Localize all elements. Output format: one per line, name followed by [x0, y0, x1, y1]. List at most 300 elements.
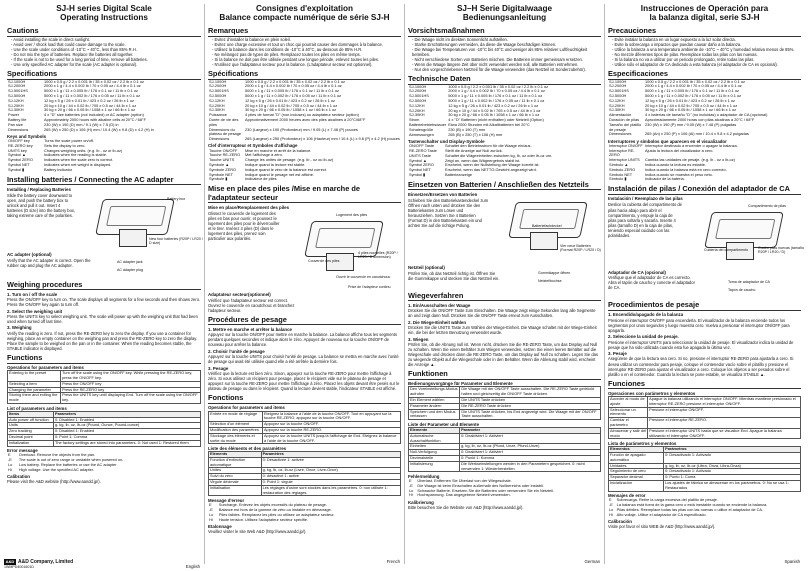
ac-plug-label: Prise de l'adapteur continu: [348, 284, 391, 289]
row-value: 5000 x 1 g / 11 x 0.002 lb / 176 x 0.05 oz / 11 lb x 0.1 oz: [44, 92, 141, 98]
list-item: - Avoid over / shock load that could cause damage to the scale.: [11, 42, 201, 47]
row-label: Función de apagado automático: [609, 452, 664, 463]
row-label: SJ-30KH: [609, 107, 625, 113]
row-value: 2000 x 1 g / 4.4 x 0.002 lb / 70 x 0.05 oz / 4.4 lb x 0.1 oz: [44, 83, 141, 89]
row-label: SJ-5000H: [609, 92, 627, 98]
row-value: Interruptor destinado a encender o apagar la balanza.: [645, 142, 738, 148]
row-value: Sobrecarga. Retire la carga excesiva del platillo de pesaje.: [616, 497, 718, 503]
row-value: 1000 x 0.5 g / 2.2 x 0.001 lb / 35 x 0.02 oz / 2.2 lb x 0.1 oz: [448, 83, 549, 89]
row-value: 5000 x 1 g / 11 x 0.002 lb / 176 x 0.05 oz / 11 lb x 0.1 oz: [645, 92, 742, 98]
procedure-step-title: 1. Ein/Ausschalten der Waage: [408, 302, 471, 308]
row-label: Symbol NET: [409, 167, 431, 173]
ops-table: [208, 411, 401, 445]
row-label: Fonction d'extinction automatique: [209, 457, 262, 468]
procedure-step-title: 3. Wiegen: [408, 336, 429, 342]
row-label: Tamaño del platillo de pesaje: [609, 121, 642, 132]
row-value: Apague la balanza utilizando el interruptor ON/OFF. Mientras mantiene presionado el interruptor RE-ZERO presione el interruptor ON/OFF.: [648, 397, 801, 408]
row-label: ON/OFF key: [8, 138, 30, 144]
row-value: 265 (Largeur) x 250 (Profondeur) x 106 (Hauteur) mm / 10.4 (L) x 9.8 (P) x 4.2 (H) pouces: [245, 136, 400, 142]
row-label: SJ-5000H: [8, 92, 26, 98]
procedures: [208, 327, 401, 391]
row-value: 0: Punkt 1: Komma: [460, 455, 601, 461]
row-value: Etwa 2000 Stunden mit Alkalibatterien bei 20°C: [448, 122, 530, 128]
row-label: SJ-5000H: [409, 98, 427, 104]
row-label: Pan size: [8, 121, 23, 127]
procedure-step-title: 2. Choisir l'unité de pesage: [208, 348, 265, 354]
row-label: Dimensions du plateau de pesage: [209, 126, 242, 137]
row-value: Los ajustes de fábrica se almacenan en los parámetros. 0: No se usa 1: Restaurados: [664, 480, 801, 491]
row-value: Indica cuando la balanza está en cero correcto.: [645, 166, 727, 172]
row-value: Pilas débiles. Reemplace todas las pilas con las nuevas o utilice el adaptador de CA.: [616, 506, 764, 512]
row-value: g, kg, lb, oz, lb-oz (Pound, Ounce, Pound-ounce): [53, 423, 200, 429]
row-label: Alimentación: [609, 112, 632, 118]
procedure-step-text: Drücken Sie die ON/OFF Taste zum Einschalten. Die Waage zeigt einige Sekunden lang alle Segmente an und zeigt dann Null. Drücken Sie die ON/OFF Taste erneut zum Ausschalten.: [408, 308, 596, 319]
row-label: Símbolo ▲: [609, 162, 629, 168]
row-value: 12 kg x 5 g / 26 x 0.01 lb / 423 x 0.2 oz / 26 lb x 1 oz: [245, 97, 335, 103]
install-heading: Einsetzen von Batterien / Anschließen des Netzteils: [408, 181, 601, 191]
row-label: Seguimiento de cero: [609, 469, 664, 475]
error-table: [208, 503, 401, 522]
row-value: 0: Deaktiviert 1: Aktiviert: [460, 450, 601, 456]
calibration-text: Please visit the A&D website (http://www.aandd.jp/).: [7, 479, 101, 485]
row-label: E: [8, 452, 11, 458]
row-label: Lo: [609, 506, 614, 512]
list-item: - Evitez d'installer la balance en plein soleil.: [212, 37, 401, 42]
row-label: Symbole ▮: [209, 176, 228, 182]
row-label: Hi: [409, 492, 413, 498]
row-label: RE-ZERO key: [8, 142, 33, 148]
row-value: Changes weighing units. (e.g. lb - oz or lb-oz): [44, 147, 123, 153]
row-value: The scale is out of zero range or unstable when powered on.: [18, 457, 124, 463]
row-label: RE-ZERO Taste: [409, 147, 437, 153]
new-batteries-label: New four batteries (R20P / LR20 / D size): [149, 236, 203, 245]
list-item: - Utilice la balanza a una temperatura ambiente de -10°C ~ 40°C y humedad relativa menos de 85%.: [612, 47, 801, 52]
row-value: 5000 x 1 g / 11 x 0.005 lb / 176 x 0.1 oz / 11 lb x 0.1 oz: [645, 88, 739, 94]
row-label: Touche ON/OFF: [209, 147, 238, 153]
page-footer: [4, 559, 804, 569]
row-label: Symbol ZERO: [409, 162, 434, 168]
row-label: Interruptor RE-ZERO: [609, 147, 635, 158]
row-value: Surcharge. Enlevez les objets excessifs du plateau de pesage.: [218, 502, 327, 508]
row-value: 12 kg x 5 g / 26 x 0.01 lb / 423 x 0.2 oz / 26 lb x 1 oz: [44, 97, 134, 103]
table-row: [409, 433, 601, 444]
params-subheading: List of parameters and items: [7, 405, 67, 411]
row-label: Símbolo ▮: [609, 176, 627, 182]
row-value: 1000 x 0.5 g / 2.2 x 0.001 lb / 35 x 0.02 oz / 2.2 lb x 0.1 oz: [44, 78, 144, 84]
row-label: SJ-1000H: [609, 78, 627, 84]
specifications-heading: Specifications: [7, 70, 201, 80]
row-value: Sets the display to zero.: [44, 142, 86, 148]
row-value: Indique quand le zéro de la balance est correct.: [245, 166, 327, 172]
row-label: Hi: [8, 466, 12, 472]
row-label: SJ-2000H: [609, 83, 627, 89]
row-label: Symbole ZERO: [209, 166, 237, 172]
row-label: SJ-12KH: [609, 97, 625, 103]
list-item: - Avoid installing the scale in direct sunlight.: [11, 37, 201, 42]
row-value: Batterieanzeige: [445, 171, 473, 177]
install-subheading: Installing / Replacing Batteries: [7, 186, 71, 192]
row-label: SJ-30KH: [209, 107, 225, 113]
row-value: Indique quand le pesage net est affiché.: [245, 171, 314, 177]
row-value: Appuyez sur la touche UNITS jusqu'à l'affichage de End. Eteignez la balance à l'aide de la touche ON/OFF.: [262, 433, 400, 444]
list-item: - Die Waage bei Temperaturen von -10°C bis 40°C und weniger als 85% relativer Luftfeuchtigkeit betreiben.: [412, 47, 601, 57]
functions-heading: Funktionen: [408, 370, 601, 380]
row-value: g, kg, lb, oz, lb-oz (Pfund, Unze, Pfund-Unze): [460, 444, 601, 450]
procedure-step-title: 2. Seleccione la unidad de pesaje.: [608, 334, 679, 340]
procedures: [608, 312, 801, 376]
table-row: [208, 518, 401, 523]
table-row: [609, 397, 801, 408]
title-line-1: SJ-H series Digital Scale: [56, 4, 152, 13]
column-header: Elementos: [609, 447, 664, 453]
title-line-1: Consignes d'exploitation: [255, 4, 354, 13]
keys-heading: Tastenschalter und Display-Symbole: [408, 138, 485, 144]
row-value: 5000 x 1 g / 11 x 0.005 lb / 176 x 0.1 oz / 11 lb x 0.1 oz: [448, 93, 543, 99]
list-item: - Si la balance ne doit pas être utilisée pendant une longue période, enlevez toutes les piles.: [212, 57, 401, 62]
procedure-step-title: 3. Weighing: [7, 325, 32, 331]
row-value: 0: désactivé 1: activé: [261, 474, 400, 480]
row-value: 30 kg x 20 g / 66 x 0.05 lb / 1058 x 1 oz / 66 lb x 1 oz: [448, 112, 540, 118]
row-value: 4 piles de format "D" (non incluses) ou adaptateur secteur (option): [245, 112, 359, 118]
procedure-step-text: Appuyez sur la touche ON/OFF pour mettre en marche la balance. La balance affiche tous les segments pendant quelques secondes et indique alors le zéro. Appuyez de nouveau sur la touche ON/OFF de nouveau pour arrêter la balance.: [208, 332, 398, 348]
battery-figure: [208, 211, 401, 291]
row-label: Separador decimal: [609, 475, 664, 481]
list-item: - Evite la sobrecarga o impactos que puedan causar daño a la balanza.: [612, 42, 801, 47]
row-value: Turns the scale power on/off.: [44, 138, 94, 144]
ac-text: Verifique que el adaptador de CA es correcto. Abra el tapón de caucho y conecte el adaptador de CA.: [608, 275, 695, 291]
row-label: Símbolo ZERO: [609, 166, 636, 172]
cautions-list: [408, 37, 601, 73]
row-value: 230 (B) x 190 (T) mm: [448, 126, 486, 132]
row-value: Indicates when the reading is stable.: [44, 152, 107, 158]
list-item: - Use only specified AC adapter for the scale (AC adapter is optional).: [11, 62, 201, 67]
row-label: Unidades: [609, 463, 664, 469]
error-heading: Mensajes de error: [608, 493, 646, 498]
list-item: - If the scale is not to be used for a long period of time, remove all batteries.: [11, 57, 201, 62]
procedure-step-title: 1. Encendido/apagado de la balanza: [608, 312, 684, 318]
row-label: Lo: [8, 461, 13, 467]
row-label: SJ-5001HS: [609, 88, 629, 94]
install-heading: Installing batteries / Connecting the AC adapter: [7, 176, 201, 186]
row-label: SJ-5001HS: [8, 88, 28, 94]
functions-heading: Funciones: [608, 380, 801, 390]
table-row: [408, 173, 601, 178]
row-label: Seleccionar un elemento: [609, 407, 648, 418]
new-batteries-label: Cuatro pilas nuevas (tamaño R20P / LR20 / D): [758, 246, 804, 255]
keys-table: [608, 144, 801, 182]
row-label: SJ-20KH: [209, 102, 225, 108]
row-label: Units: [8, 423, 54, 429]
row-value: Schaltet die Wägeeinheiten zwischen kg, lb, oz oder lb-oz um.: [445, 152, 553, 158]
company-block: [4, 559, 77, 569]
functions-heading: Functions: [7, 354, 201, 364]
row-value: La balanza está fuera de la gama cero o está inestable cuando se enciende la balanza.: [616, 502, 768, 507]
row-value: Überlast. Entfernen Sie Überlast von der Wiegeschale.: [417, 478, 512, 484]
row-label: Symbol ▮: [8, 166, 25, 172]
list-item: - No mezcle diferentes tipos de pilas. Reemplace todas las pilas con las nuevas.: [612, 52, 801, 57]
ac-subheading: Adaptador de CA (opcional): [608, 269, 666, 275]
row-label: Entrée en mode de réglage: [209, 411, 263, 422]
row-value: Indicador de la batería.: [645, 176, 685, 182]
row-label: SJ-30KH: [409, 112, 425, 118]
row-value: Schaltet den Betriebsstrom für die Waage ein/aus.: [445, 143, 532, 149]
row-value: Battery indicator: [44, 166, 73, 172]
procedure-step-title: 2. Die Wiege-Einheit wählen: [408, 319, 467, 325]
row-value: 20 kg x 10 g / 44 x 0.02 lb / 705 x 0.5 oz / 44 lb x 1 oz: [448, 107, 541, 113]
row-label: Storing them and exiting the mode: [8, 393, 61, 404]
specifications-table: [7, 80, 201, 133]
row-label: Touche UNITS: [209, 157, 235, 163]
ac-jack-label: AC adapter jack: [117, 259, 143, 264]
calibration-heading: Kalibrierung: [408, 499, 434, 505]
row-value: Presione el interruptor RE-ZERO.: [648, 418, 801, 429]
row-value: g, kg, lb, oz, lb-oz (Libra, Onza, Libra-Onza): [664, 463, 801, 469]
title-line-2: la balanza digital, serie SJ-H: [649, 13, 760, 22]
error-table: [7, 453, 201, 472]
table-row: [408, 133, 601, 138]
title-line-1: SJ–H Serie Digitalwaage: [456, 4, 553, 13]
functions-heading: Fonctions: [208, 394, 401, 404]
install-heading: Instalación de pilas / Conexión del adaptador de CA: [608, 185, 801, 195]
row-value: 2000 x 1 g / 4.4 x 0.002 lb / 70 x 0.05 oz / 4.4 lb x 0.1 oz: [645, 83, 742, 89]
row-label: UNITS Taste: [409, 152, 431, 158]
specifications-table: [208, 80, 401, 142]
battery-cover-label: Cubierta del compartimento: [704, 248, 749, 253]
row-label: Parameter ändern: [409, 403, 460, 409]
row-label: Power: [8, 112, 20, 118]
row-label: SJ-12KH: [209, 97, 225, 103]
row-label: Modification des paramètres: [209, 427, 263, 433]
row-label: Almacenar y salir del modo: [610, 427, 647, 438]
list-item: - Utilice sólo el adaptador de CA dedicado a esta balanza (el adaptador de CA es opcional).: [612, 62, 801, 67]
row-value: Indicates when the scale zero is correct.: [44, 157, 114, 163]
language-english: English: [185, 564, 200, 569]
row-value: 1000 x 0.5 g / 2.2 x 0.001 lb / 35 x 0.02 oz / 2.2 lb x 0.1 oz: [245, 78, 345, 84]
row-value: 5000 x 1 g / 11 x 0.005 lb / 176 x 0.1 oz / 11 lb x 0.1 oz: [245, 88, 339, 94]
row-value: Die Waage mit der ON/OFF Taste ausschalten. Die RE-ZERO Taste gedrückt halten und gleichzeitig die ON/OFF Taste drücken.: [460, 387, 601, 398]
row-value: Zeigt an, wenn das Wägeergebnis stabil ist.: [445, 157, 521, 163]
table-row: [409, 409, 601, 420]
error-heading: Error message: [7, 448, 38, 454]
row-value: 0: Point 1: Comma: [53, 434, 200, 440]
ac-subheading: AC adapter (optional): [7, 252, 52, 258]
keys-heading: Keys and Symbols: [7, 133, 47, 139]
row-value: 265 (W) x 250 (D) x 106 (H) mm / 10.4 (W) x 9.8 (D) x 4.2 (H) in: [44, 126, 154, 132]
row-value: Stellt die Anzeige auf Null zurück.: [445, 147, 503, 153]
table-row: [608, 132, 801, 137]
column-header: Parameter: [460, 427, 601, 433]
row-label: SJ-2000H: [409, 88, 427, 94]
ops-subheading: Bedienungsvorgänge für Parameter und Elemente: [408, 381, 513, 387]
row-label: -E: [209, 506, 213, 512]
row-label: Dimensions: [209, 136, 230, 142]
row-value: 4 x "D" size batteries (not included) or AC adapter (option): [44, 112, 144, 118]
table-row: [609, 452, 801, 463]
french-column: [204, 4, 404, 564]
cautions-heading: Precauciones: [608, 27, 801, 37]
row-value: Die UNITS Taste drücken: [460, 398, 601, 404]
row-value: Die Waage ist beim Einschalten außerhalb des Nullbereichs oder instabil.: [417, 482, 544, 488]
title-line-2: Balance compacte numérique de série SJ-H: [219, 13, 390, 22]
row-value: Erscheint, wenn der Nullstellung der Waage korrekt ist.: [445, 162, 540, 168]
row-label: SJ-20KH: [609, 102, 625, 108]
column-header: Elemente: [409, 427, 460, 433]
row-value: Met l'affichage à zéro.: [245, 152, 283, 158]
title-line-2: Operating Instructions: [60, 13, 148, 22]
list-item: - Evite instalar la balanza en un lugar expuesto a la luz solar directa.: [612, 37, 801, 42]
row-label: SJ-1000H: [209, 78, 227, 84]
row-value: 0: Desactivado 1: Activado: [664, 469, 801, 475]
row-label: Den Voreinstellungs-Modus aufrufen: [409, 387, 460, 398]
procedures-heading: Procedimientos de pesaje: [608, 301, 801, 311]
list-item: - Die Waage nicht im direkten Sonnenlicht aufstellen.: [412, 37, 601, 42]
specifications-table: [608, 80, 801, 138]
document-code: 1WMPD4001601D: [4, 565, 34, 569]
row-label: Dimensions: [8, 126, 29, 132]
list-item: - Ne mélangez pas de types de piles. Remplacez toutes les piles en même temps.: [212, 52, 401, 57]
row-label: Stockage des éléments et sortie du mode: [209, 433, 263, 444]
language-spanish: Spanish: [784, 559, 800, 564]
table-row: [208, 177, 401, 182]
new-batteries-label: Vier neue Batterien (Format R20P / LR20 / D): [560, 243, 601, 252]
column-header: Parameters: [53, 411, 200, 417]
row-value: Haute tension. Utilisez l'adaptateur secteur spécifié.: [218, 516, 309, 522]
row-label: Symbol ▲: [8, 152, 26, 158]
list-item: - Si la balanza no va a utilizar por un periodo prolongado, retire todas las pilas.: [612, 57, 801, 62]
row-value: 5000 x 1 g / 11 x 0.002 lb / 176 x 0.05 oz / 11 lb x 0.1 oz: [448, 98, 545, 104]
row-label: -E: [409, 482, 413, 488]
row-value: 4 x "D" Batterien (nicht enthalten) oder Netzteil (Option): [448, 117, 544, 123]
row-label: Auto power off function: [8, 417, 54, 423]
row-label: Interruptor UNITS: [609, 157, 640, 163]
install-subheading: Instalación / Reemplazo de las pilas: [608, 196, 683, 202]
row-label: ON/OFF Taste: [409, 143, 435, 149]
row-label: Puissance: [209, 112, 227, 118]
row-value: Ajusta la lectura del visualizador a cero.: [645, 147, 714, 153]
row-value: Alto voltaje. Utilice el adaptador de CA especificado.: [616, 511, 707, 517]
row-label: SJ-12KH: [8, 97, 24, 103]
keys-table: [208, 149, 401, 183]
error-table: [608, 498, 801, 517]
params-subheading: Liste des éléments et des paramètres: [208, 445, 287, 451]
row-value: 230 (W) x 190 (D) mm / 9.1 (W) x 7.5 (D) in: [44, 121, 119, 127]
ac-text: Vérifiez que l'adaptateur secteur est correct. Ouvrez le couvercle en caoutchouc et branchez l'adapteur secteur.: [208, 297, 295, 313]
specifications-heading: Technische Daten: [408, 75, 601, 85]
battery-figure: [7, 193, 201, 251]
procedure-step-text: Press the ON/OFF key to turn on. The scale displays all segments for a few seconds and then shows zero. Press the ON/OFF key again to turn off.: [7, 296, 201, 307]
keys-table: [408, 144, 601, 178]
row-label: SJ-2000H: [209, 83, 227, 89]
calibration-heading: Calibración: [608, 518, 632, 524]
procedure-step-title: 3. Pesage: [208, 365, 229, 371]
row-label: SJ-2000H: [8, 83, 26, 89]
german-column: [404, 4, 604, 564]
specifications-heading: Especificaciones: [608, 70, 801, 80]
battery-box-label: Logement des piles: [336, 212, 368, 217]
install-text: Deslice la cubierta del compartimento de pilas hacia abajo para abrir el compartimento, y empuje la caja de pilas para soltarla y sacarla. Inserte 4 pilas (tamaño D) en la caja de pilas, teniendo especial cuidado con las polaridades.: [608, 202, 682, 238]
table-row: [7, 168, 201, 173]
row-value: 5000 x 1 g / 11 x 0.005 lb / 176 x 0.1 oz / 11 lb x 0.1 oz: [44, 88, 138, 94]
row-label: SJ-5000H: [209, 92, 227, 98]
row-label: Einheiten: [409, 444, 460, 450]
row-value: 230 (W) x 190 (P) mm / 9.05 (W) x 7.48 (P) pulgadas: [645, 121, 737, 127]
row-value: 12 kg x 5 g / 26 x 0.01 lb / 423 x 0.2 oz / 26 lb x 1 oz: [448, 102, 539, 108]
row-value: 0: Desactivado 1: Activado: [664, 452, 801, 463]
row-value: Indicates when net weight is displayed.: [44, 162, 112, 168]
row-value: Approximativement 2000 heures avec des piles alcalines à 20°C/68°F: [245, 116, 366, 122]
row-value: Erscheint, wenn das NETTO-Gewicht angezeigt wird.: [445, 167, 537, 173]
table-row: [208, 137, 401, 142]
row-label: Null-Verfolgung: [409, 450, 460, 456]
row-value: Appuyez sur la touche RE-ZERO.: [262, 427, 400, 433]
error-heading: Message d'erreur: [208, 497, 245, 503]
column-header: Eléments: [209, 452, 262, 458]
row-value: 20 kg x 10 g / 44 x 0.02 lb / 705 x 0.5 oz / 44 lb x 1 oz: [645, 102, 738, 108]
row-label: SJ-1000H: [8, 78, 26, 84]
ac-jack-label: Gummikappe öffnen: [538, 270, 571, 275]
row-value: Press the UNITS key until displaying End. Turn off the scale using the ON/OFF key.: [61, 393, 201, 404]
table-row: [209, 457, 401, 468]
table-row: [8, 440, 201, 446]
new-batteries-label: 4 piles nouvelles (R20P / LR20 / D dimension): [358, 250, 398, 259]
battery-box-illustration: [530, 232, 558, 250]
row-label: E: [209, 502, 212, 508]
install-subheading: Mise en place/Remplacement des piles: [208, 204, 290, 210]
logo-mark: A&D: [5, 559, 15, 564]
table-row: [608, 177, 801, 182]
row-label: SJ-30KH: [8, 107, 24, 113]
table-row: [8, 393, 201, 404]
row-value: Approximately 2000 hours with alkaline cells at 20°C / 68°F: [44, 116, 146, 122]
procedure-step-title: 2. Select the weighing unit: [7, 308, 63, 314]
row-label: Batteriebetriebsdauer: [409, 122, 447, 128]
row-value: Die UNITS Taste drücken, bis End angezeigt wird. Die Waage mit der ON/OFF Taste ausschalten.: [460, 409, 601, 420]
row-value: 1000 x 0.5 g / 2.2 x 0.001 lb / 35 x 0.02 oz / 2.2 lb x 0.1 oz: [645, 78, 745, 84]
row-label: Símbolo NET: [609, 171, 633, 177]
row-value: g, kg, lb, oz, lb-oz (Livre, Once, Livre-Once): [261, 468, 400, 474]
ac-plug-label: Netzteilbuchse: [538, 278, 562, 283]
battery-box-label: Battery box: [167, 196, 186, 201]
cautions-heading: Cautions: [7, 27, 201, 37]
list-item: - Nur den vorgeschriebenen Netzteil für die Waage verwenden (das Netzteil ist Sonderzubehör).: [412, 67, 601, 72]
ac-text: Prüfen Sie, ob das Netzteil richtig ist. Öffnen Sie die Gummikappe und stecken Sie das Netzteil ein.: [408, 270, 500, 281]
ac-subheading: Adaptateur secteur(optionnel): [208, 292, 271, 298]
row-value: Cambia las unidades de pesaje. (e.g. lb - oz o lb-oz): [645, 157, 735, 163]
procedure-step-text: Press the UNITS key to select weighing unit. The scale will power up with the weighing unit that had been used when turned off last time.: [7, 313, 198, 324]
procedures-heading: Wiegeverfahren: [408, 292, 601, 302]
row-label: Ein Element wählen: [409, 398, 460, 404]
table-row: [409, 387, 601, 398]
procedures-heading: Procédures de pesage: [208, 316, 401, 326]
list-item: - N'utilisez que l'adaptateur secteur pour la balance. (L'adaptateur secteur est optionnel).: [212, 62, 401, 67]
table-row: [609, 418, 801, 429]
spanish-title: [608, 4, 801, 24]
row-label: Symbole NET: [209, 171, 233, 177]
row-value: Schwache Batterie. Ersetzen Sie die Batterien oder verwenden Sie ein Netzteil.: [417, 487, 555, 493]
battery-figure: [608, 202, 804, 268]
row-label: Lo: [409, 487, 414, 493]
row-value: Die RE-ZERO Taste drücken: [460, 403, 601, 409]
procedures: [408, 303, 601, 367]
row-label: Sélection d'un élément: [209, 422, 263, 428]
column-header: Paramètres: [261, 452, 400, 458]
spanish-column: [604, 4, 804, 564]
row-label: Lo: [209, 511, 214, 517]
install-text: Schieben Sie den Batteriekastendeckel zum Öffnen nach unten und drücken Sie den Batteriekasten zum Lösen und herausziehen. Setzen Sie 4 Batterien (Format D) in den Batteriekasten ein und achten Sie auf die richtige Polung.: [408, 197, 489, 229]
ac-plug-label: AC adapter plug: [117, 267, 143, 272]
row-label: Abmessungen: [409, 131, 434, 137]
row-label: Symbol NET: [8, 162, 30, 168]
